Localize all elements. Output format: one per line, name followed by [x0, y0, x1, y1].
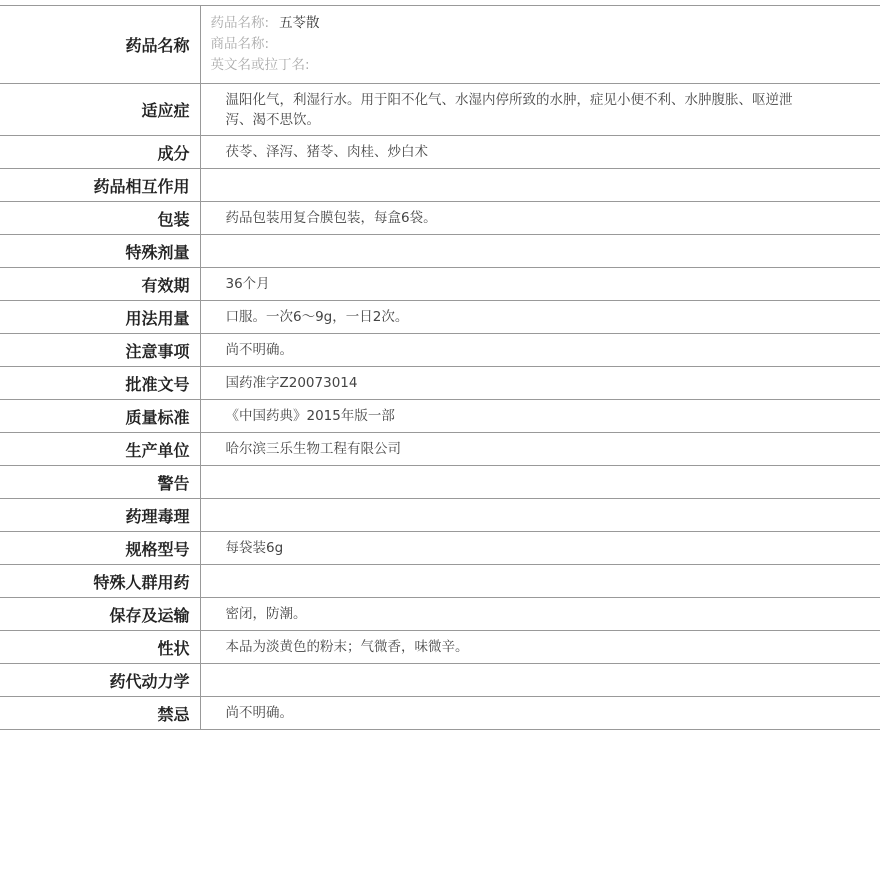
packaging-value: 药品包装用复合膜包装，每盒6袋。	[200, 202, 880, 235]
ingredients-value: 茯苓、泽泻、猪苓、肉桂、炒白术	[200, 136, 880, 169]
dosage-row	[0, 301, 880, 334]
english-name-line	[211, 55, 880, 76]
contraindications-row	[0, 697, 880, 730]
appearance-row	[0, 631, 880, 664]
specification-value: 每袋装6g	[200, 532, 880, 565]
pharmacokinetics-row	[0, 664, 880, 697]
appearance-label: 性状	[0, 631, 200, 664]
warning-row	[0, 466, 880, 499]
special-dosage-value	[200, 235, 880, 268]
indication-value: 温阳化气，利湿行水。用于阳不化气、水湿内停所致的水肿，症见小便不利、水肿腹胀、呕逆泄泻、渴不思饮。	[225, 91, 793, 128]
storage-label: 保存及运输	[0, 598, 200, 631]
warning-label: 警告	[0, 466, 200, 499]
indication-value-cell	[200, 84, 880, 136]
warning-value	[200, 466, 880, 499]
interactions-label: 药品相互作用	[0, 169, 200, 202]
manufacturer-row	[0, 433, 880, 466]
english-name-key: 英文名或拉丁名:	[210, 57, 310, 73]
shelf-life-row	[0, 268, 880, 301]
special-population-row	[0, 565, 880, 598]
quality-standard-value: 《中国药典》2015年版一部	[200, 400, 880, 433]
indication-row	[0, 84, 880, 136]
pharmacokinetics-value	[200, 664, 880, 697]
shelf-life-label: 有效期	[0, 268, 200, 301]
packaging-label: 包装	[0, 202, 200, 235]
storage-value: 密闭，防潮。	[200, 598, 880, 631]
generic-name-key: 药品名称:	[210, 15, 270, 31]
precautions-label: 注意事项	[0, 334, 200, 367]
quality-standard-row	[0, 400, 880, 433]
ingredients-row	[0, 136, 880, 169]
precautions-row	[0, 334, 880, 367]
interactions-value	[200, 169, 880, 202]
special-dosage-label: 特殊剂量	[0, 235, 200, 268]
pharmacology-row	[0, 499, 880, 532]
storage-row	[0, 598, 880, 631]
drug-name-values	[200, 6, 880, 84]
drug-name-label: 药品名称	[0, 6, 200, 84]
specification-label: 规格型号	[0, 532, 200, 565]
specification-row	[0, 532, 880, 565]
trade-name-line	[211, 34, 880, 55]
dosage-value: 口服。一次6～9g，一日2次。	[200, 301, 880, 334]
pharmacology-label: 药理毒理	[0, 499, 200, 532]
shelf-life-value: 36个月	[200, 268, 880, 301]
special-population-value	[200, 565, 880, 598]
pharmacology-value	[200, 499, 880, 532]
packaging-row	[0, 202, 880, 235]
approval-number-value: 国药准字Z20073014	[200, 367, 880, 400]
generic-name-line	[211, 13, 880, 34]
drug-name-row	[0, 6, 880, 84]
contraindications-label: 禁忌	[0, 697, 200, 730]
dosage-label: 用法用量	[0, 301, 200, 334]
special-population-label: 特殊人群用药	[0, 565, 200, 598]
contraindications-value: 尚不明确。	[200, 697, 880, 730]
manufacturer-label: 生产单位	[0, 433, 200, 466]
approval-number-row	[0, 367, 880, 400]
quality-standard-label: 质量标准	[0, 400, 200, 433]
ingredients-label: 成分	[0, 136, 200, 169]
manufacturer-value: 哈尔滨三乐生物工程有限公司	[200, 433, 880, 466]
interactions-row	[0, 169, 880, 202]
approval-number-label: 批准文号	[0, 367, 200, 400]
pharmacokinetics-label: 药代动力学	[0, 664, 200, 697]
drug-info-table	[0, 5, 880, 730]
special-dosage-row	[0, 235, 880, 268]
trade-name-key: 商品名称:	[210, 36, 270, 52]
indication-label: 适应症	[0, 84, 200, 136]
precautions-value: 尚不明确。	[200, 334, 880, 367]
generic-name-value: 五苓散	[279, 15, 320, 31]
appearance-value: 本品为淡黄色的粉末；气微香，味微辛。	[200, 631, 880, 664]
